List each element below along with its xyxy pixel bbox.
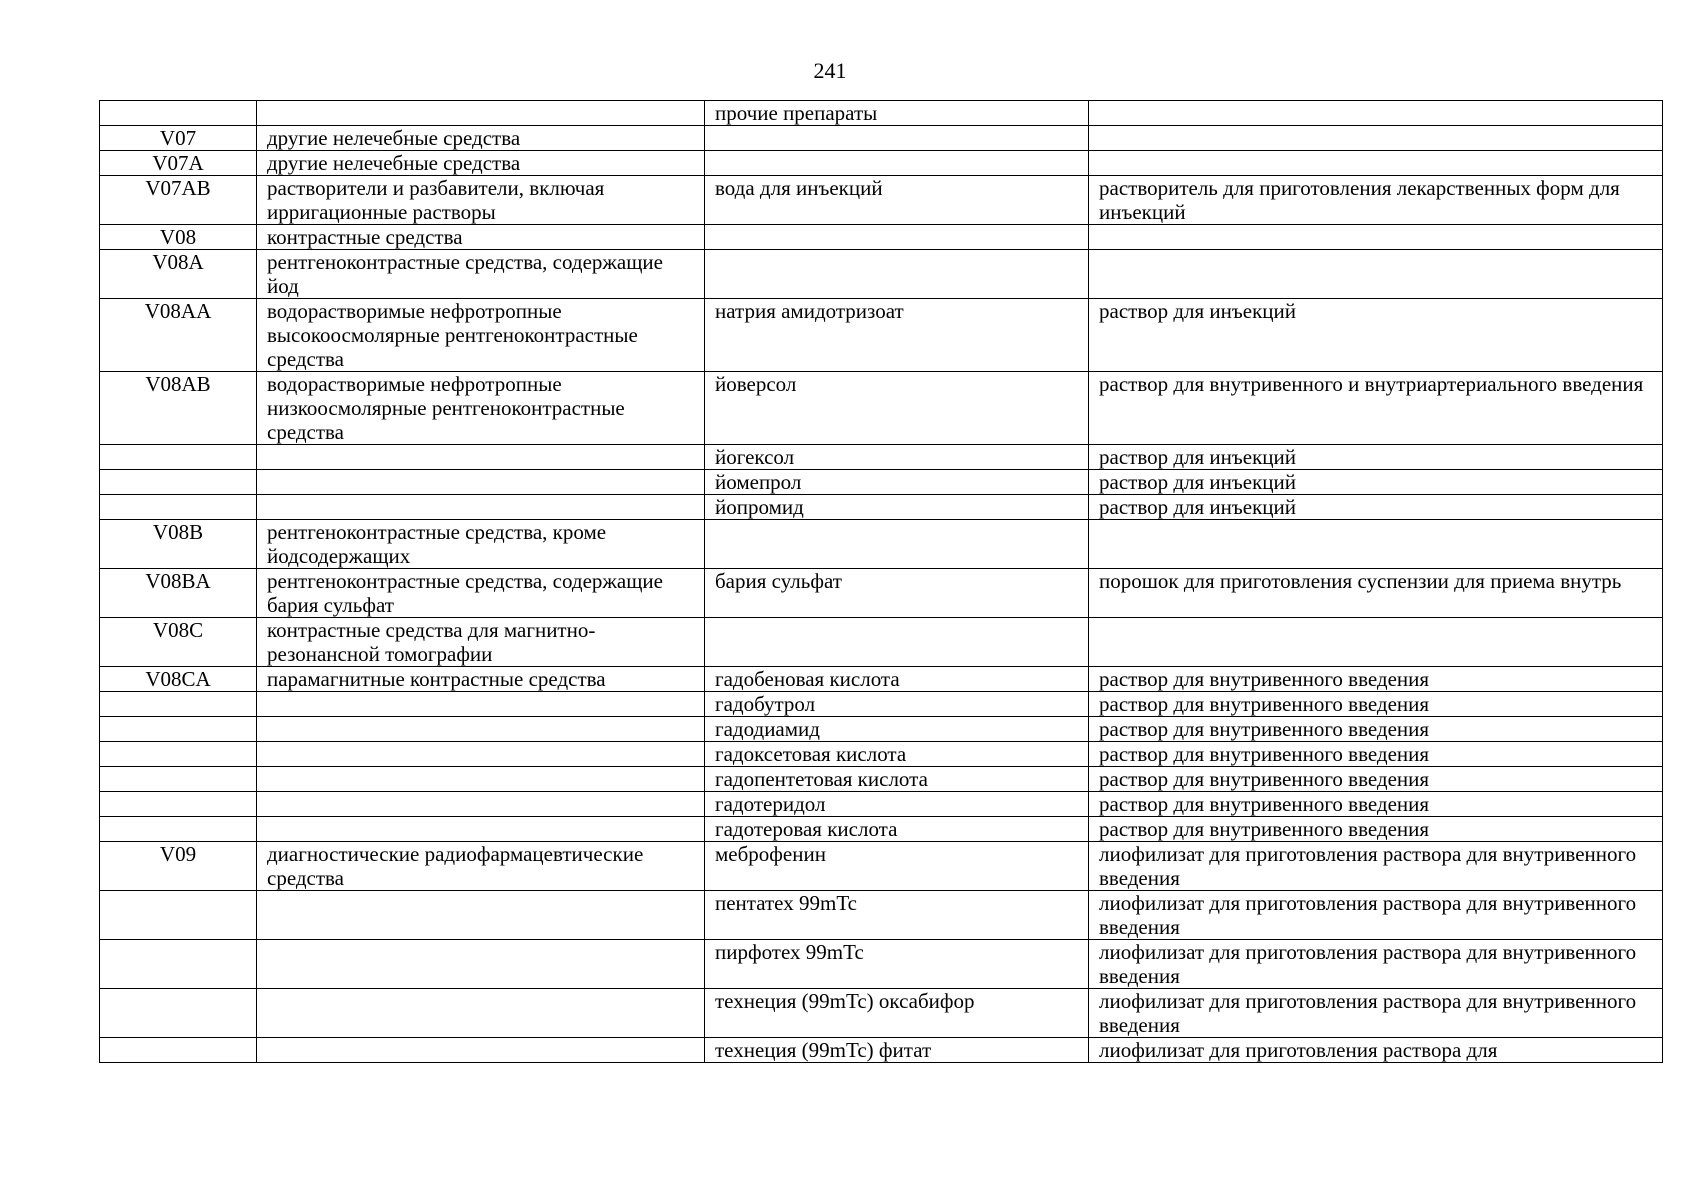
table-row [100,842,1663,891]
atc-code-cell [100,101,257,126]
dosage-form-cell: растворитель для приготовления лекарственных форм для инъекций [1089,176,1663,225]
table-row [100,225,1663,250]
drug-name-cell: йогексол [705,445,1089,470]
dosage-form-cell: лиофилизат для приготовления раствора для внутривенного введения [1089,891,1663,940]
drug-name-cell: гадодиамид [705,717,1089,742]
table-row [100,667,1663,692]
group-name-cell [257,1038,705,1063]
table-row [100,692,1663,717]
drug-name-cell [705,225,1089,250]
drug-name-cell: гадобеновая кислота [705,667,1089,692]
table-row [100,569,1663,618]
table-row [100,250,1663,299]
group-name-cell [257,792,705,817]
drug-name-cell [705,618,1089,667]
atc-code-cell [100,940,257,989]
dosage-form-cell: раствор для внутривенного введения [1089,767,1663,792]
drug-name-cell: гадотеровая кислота [705,817,1089,842]
dosage-form-cell [1089,101,1663,126]
group-name-cell: водорастворимые нефротропные высокоосмолярные рентгеноконтрастные средства [257,299,705,372]
table-row [100,742,1663,767]
dosage-form-cell: лиофилизат для приготовления раствора для внутривенного введения [1089,842,1663,891]
group-name-cell [257,470,705,495]
table-row [100,1038,1663,1063]
dosage-form-cell [1089,250,1663,299]
group-name-cell [257,742,705,767]
drug-name-cell: йопромид [705,495,1089,520]
atc-code-cell [100,692,257,717]
table-row [100,445,1663,470]
drug-name-cell: прочие препараты [705,101,1089,126]
table-row [100,767,1663,792]
drug-name-cell [705,126,1089,151]
page-number: 241 [813,58,847,83]
dosage-form-cell: лиофилизат для приготовления раствора для внутривенного введения [1089,989,1663,1038]
group-name-cell: рентгеноконтрастные средства, содержащие бария сульфат [257,569,705,618]
drug-name-cell: бария сульфат [705,569,1089,618]
atc-code-cell: V08AA [100,299,257,372]
dosage-form-cell: раствор для внутривенного введения [1089,717,1663,742]
atc-code-cell [100,817,257,842]
drug-name-cell: вода для инъекций [705,176,1089,225]
group-name-cell [257,717,705,742]
dosage-form-cell: раствор для внутривенного введения [1089,817,1663,842]
dosage-form-cell: раствор для инъекций [1089,495,1663,520]
dosage-form-cell: порошок для приготовления суспензии для приема внутрь [1089,569,1663,618]
drug-name-cell: гадопентетовая кислота [705,767,1089,792]
drug-name-cell: технеция (99mTc) фитат [705,1038,1089,1063]
group-name-cell [257,817,705,842]
group-name-cell [257,891,705,940]
drug-name-cell: пентатех 99mTc [705,891,1089,940]
atc-code-cell: V08BA [100,569,257,618]
drug-name-cell: гадоксетовая кислота [705,742,1089,767]
atc-code-cell: V08B [100,520,257,569]
drug-name-cell: йомепрол [705,470,1089,495]
table-row [100,151,1663,176]
dosage-form-cell: раствор для внутривенного введения [1089,792,1663,817]
atc-code-cell [100,767,257,792]
atc-code-cell: V07AB [100,176,257,225]
atc-drug-table [99,100,1663,1063]
drug-name-cell: технеция (99mTc) оксабифор [705,989,1089,1038]
dosage-form-cell [1089,126,1663,151]
atc-code-cell [100,495,257,520]
dosage-form-cell [1089,225,1663,250]
drug-name-cell: меброфенин [705,842,1089,891]
atc-code-cell [100,1038,257,1063]
dosage-form-cell [1089,618,1663,667]
table-row [100,299,1663,372]
group-name-cell: рентгеноконтрастные средства, кроме йодсодержащих [257,520,705,569]
dosage-form-cell: раствор для внутривенного введения [1089,742,1663,767]
atc-code-cell: V08A [100,250,257,299]
table-row [100,126,1663,151]
dosage-form-cell: раствор для внутривенного и внутриартериального введения [1089,372,1663,445]
drug-name-cell: натрия амидотризоат [705,299,1089,372]
table-row [100,495,1663,520]
table-row [100,101,1663,126]
atc-code-cell: V07A [100,151,257,176]
atc-code-cell: V08AB [100,372,257,445]
atc-code-cell: V08 [100,225,257,250]
group-name-cell: растворители и разбавители, включая ирригационные растворы [257,176,705,225]
group-name-cell: парамагнитные контрастные средства [257,667,705,692]
atc-code-cell [100,989,257,1038]
atc-code-cell [100,891,257,940]
table-row [100,372,1663,445]
drug-name-cell [705,250,1089,299]
atc-code-cell [100,717,257,742]
atc-code-cell [100,470,257,495]
dosage-form-cell: раствор для внутривенного введения [1089,667,1663,692]
group-name-cell: рентгеноконтрастные средства, содержащие йод [257,250,705,299]
drug-name-cell: гадобутрол [705,692,1089,717]
table-row [100,717,1663,742]
atc-code-cell: V09 [100,842,257,891]
table-row [100,940,1663,989]
drug-name-cell [705,520,1089,569]
group-name-cell [257,445,705,470]
atc-table-body [100,101,1663,1063]
group-name-cell: контрастные средства для магнитно-резонансной томографии [257,618,705,667]
atc-code-cell: V08C [100,618,257,667]
dosage-form-cell: лиофилизат для приготовления раствора для внутривенного введения [1089,940,1663,989]
dosage-form-cell: раствор для внутривенного введения [1089,692,1663,717]
group-name-cell: другие нелечебные средства [257,151,705,176]
group-name-cell: водорастворимые нефротропные низкоосмолярные рентгеноконтрастные средства [257,372,705,445]
group-name-cell: контрастные средства [257,225,705,250]
atc-code-cell: V08CA [100,667,257,692]
group-name-cell [257,101,705,126]
dosage-form-cell: раствор для инъекций [1089,470,1663,495]
group-name-cell [257,495,705,520]
table-row [100,618,1663,667]
dosage-form-cell [1089,520,1663,569]
table-row [100,891,1663,940]
group-name-cell: другие нелечебные средства [257,126,705,151]
group-name-cell: диагностические радиофармацевтические средства [257,842,705,891]
drug-name-cell: йоверсол [705,372,1089,445]
atc-code-cell [100,792,257,817]
atc-code-cell: V07 [100,126,257,151]
group-name-cell [257,989,705,1038]
table-row [100,470,1663,495]
drug-name-cell: пирфотех 99mTc [705,940,1089,989]
table-row [100,792,1663,817]
dosage-form-cell: раствор для инъекций [1089,445,1663,470]
drug-name-cell: гадотеридол [705,792,1089,817]
table-row [100,176,1663,225]
dosage-form-cell: лиофилизат для приготовления раствора для [1089,1038,1663,1063]
table-row [100,520,1663,569]
dosage-form-cell: раствор для инъекций [1089,299,1663,372]
atc-code-cell [100,742,257,767]
table-row [100,989,1663,1038]
dosage-form-cell [1089,151,1663,176]
drug-name-cell [705,151,1089,176]
table-row [100,817,1663,842]
group-name-cell [257,940,705,989]
group-name-cell [257,692,705,717]
group-name-cell [257,767,705,792]
atc-code-cell [100,445,257,470]
